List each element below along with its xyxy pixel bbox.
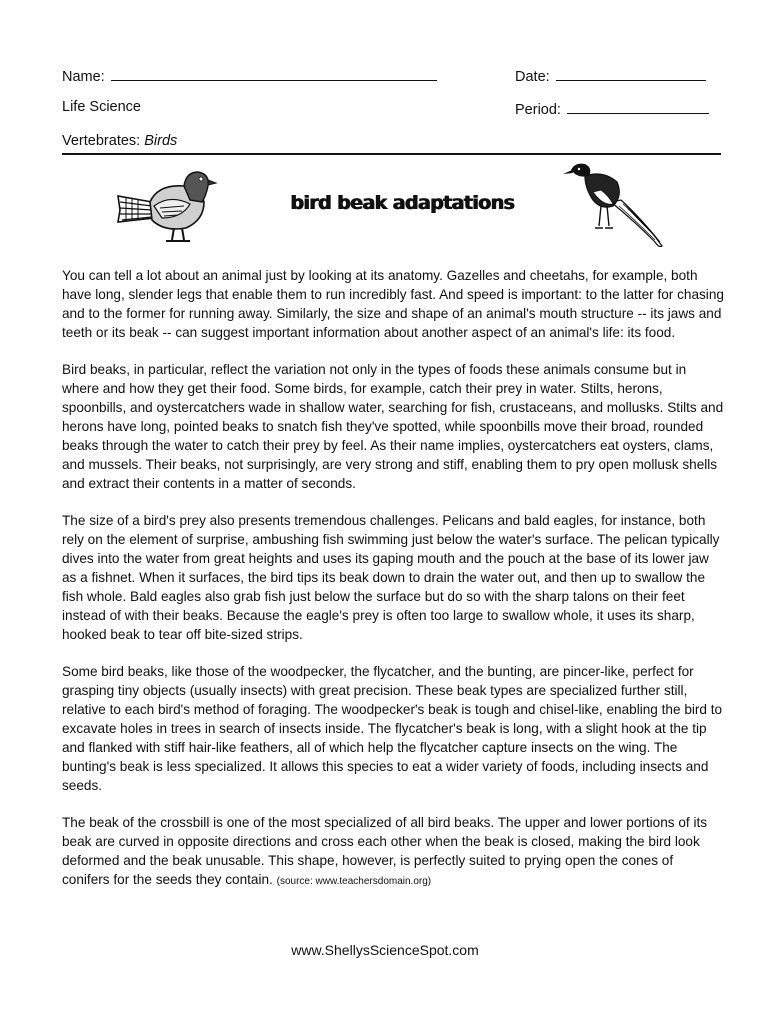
unit-heading <box>62 133 177 149</box>
date-field[interactable] <box>515 66 706 85</box>
paragraph-1: You can tell a lot about an animal just by looking at its anatomy. Gazelles and cheetahs, for example, both have long, slender legs that enable them to run incredibly fast. And speed is important: to the latter for chasing and to the former for running away. Similarly, the size and shape of an animal's mouth structure -- its jaws and teeth or its beak -- can suggest important information about another aspect of an animal's life: its food. <box>62 268 724 340</box>
date-blank[interactable] <box>556 66 706 81</box>
date-label: Date: <box>515 69 550 85</box>
paragraph-2: Bird beaks, in particular, reflect the variation not only in the types of foods these animals consume but in where and how they get their food. Some birds, for example, catch their prey in water. Stilts, herons, spoonbills, and oystercatchers wade in shallow water, searching for fish, crustaceans, and mollusks. Stilts and herons have long, pointed beaks to snatch fish they've spotted, while spoonbills move their broad, rounded beaks through the water to catch their prey by feel. As their name implies, oystercatchers eat oysters, clams, and mussels. Their beaks, not surprisingly, are very strong and stiff, enabling them to pry open mollusk shells and extract their contents in a matter of seconds. <box>62 362 724 491</box>
paragraph-5-text: The beak of the crossbill is one of the most specialized of all bird beaks. The upper and lower portions of its beak are curved in opposite directions and cross each other when the beak is closed, making the bird look deformed and the beak unusable. This shape, however, is perfectly suited to prying open the cones of conifers for the seeds they contain. <box>62 815 708 887</box>
article-body <box>62 266 724 909</box>
name-label: Name: <box>62 69 105 85</box>
paragraph-5 <box>62 813 724 891</box>
magpie-icon <box>563 162 667 250</box>
pigeon-icon <box>112 166 220 248</box>
unit-topic: Birds <box>144 133 178 149</box>
source-citation: (source: www.teachersdomain.org) <box>276 876 432 887</box>
name-field[interactable] <box>62 66 437 85</box>
subject: Life Science <box>62 99 141 115</box>
page-title: bird beak adaptations <box>290 192 514 214</box>
paragraph-4: Some bird beaks, like those of the woodpecker, the flycatcher, and the bunting, are pincer-like, perfect for grasping tiny objects (usually insects) with great precision. These beak types are specialized further still, relative to each bird's method of foraging. The woodpecker's beak is tough and chisel-like, enabling the bird to excavate holes in trees in search of insects inside. The flycatcher's beak is long, with a slight hook at the tip and flanked with stiff hair-like feathers, all of which help the flycatcher capture insects on the wing. The bunting's beak is less specialized. It allows this species to eat a wider variety of foods, including insects and seeds. <box>62 664 723 793</box>
period-label: Period: <box>515 102 561 118</box>
footer-url[interactable]: www.ShellysScienceSpot.com <box>291 942 479 958</box>
header-rule <box>62 153 721 155</box>
period-field[interactable] <box>515 99 709 118</box>
paragraph-3: The size of a bird's prey also presents tremendous challenges. Pelicans and bald eagles, for instance, both rely on the element of surprise, ambushing fish swimming just below the water's surface. The pelican typically dives into the water from great heights and uses its gaping mouth and the pouch at the base of its lower jaw as a fishnet. When it surfaces, the bird tips its beak down to drain the water out, and then up to swallow the fish whole. Bald eagles also grab fish just below the surface but do so with the sharp talons on their feet instead of with their beaks. Because the eagle's prey is often too large to swallow whole, it uses its sharp, hooked beak to tear off bite-sized strips. <box>62 513 720 642</box>
name-blank[interactable] <box>111 66 437 81</box>
unit-label: Vertebrates: <box>62 133 141 149</box>
period-blank[interactable] <box>567 99 709 114</box>
